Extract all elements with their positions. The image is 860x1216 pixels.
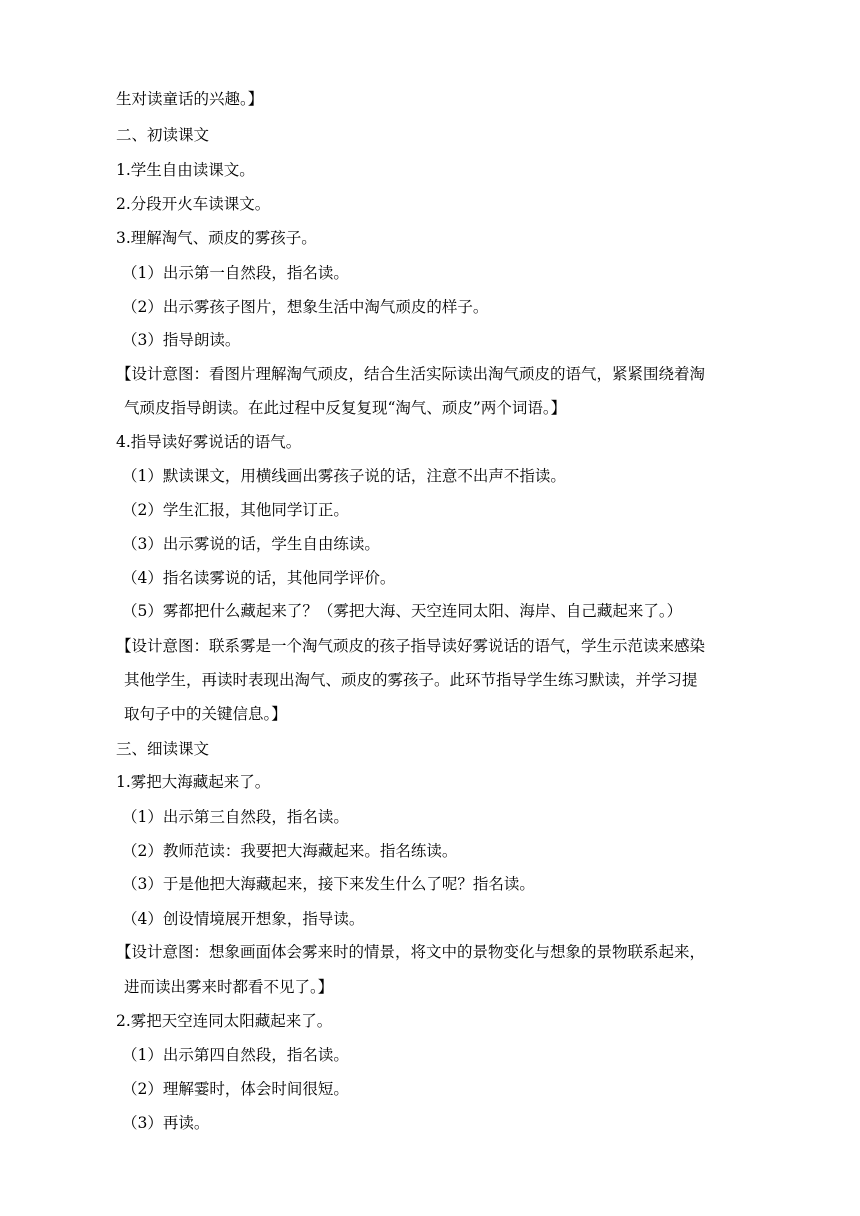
text-line: （1）出示第三自然段，指名读。 [122,808,349,826]
text-line: 3.理解淘气、顽皮的雾孩子。 [116,229,317,247]
design-intent-note: 取句子中的关键信息。】 [124,705,287,723]
design-intent-note: 【设计意图：联系雾是一个淘气顽皮的孩子指导读好雾说话的语气，学生示范读来感染 [116,637,706,655]
text-line: （3）再读。 [122,1114,210,1132]
text-line: 1.学生自由读课文。 [116,161,255,179]
text-line: 2.分段开火车读课文。 [116,195,271,213]
design-intent-note: 【设计意图：看图片理解淘气顽皮，结合生活实际读出淘气顽皮的语气，紧紧围绕着淘 [116,365,706,383]
text-line: （1）出示第一自然段，指名读。 [122,264,349,282]
text-line: （4）创设情境展开想象，指导读。 [122,910,365,928]
text-line: （4）指名读雾说的话，其他同学评价。 [122,569,396,587]
text-line: （3）出示雾说的话，学生自由练读。 [122,535,380,553]
text-line: 4.指导读好雾说话的语气。 [116,433,302,451]
text-line: （3）于是他把大海藏起来，接下来发生什么了呢？指名读。 [122,875,535,893]
design-intent-note: 进而读出雾来时都看不见了。】 [124,978,334,996]
text-line: （2）理解霎时，体会时间很短。 [122,1080,349,1098]
section-heading: 二、初读课文 [116,126,210,144]
text-line: （2）出示雾孩子图片，想象生活中淘气顽皮的样子。 [122,298,489,316]
text-line: 1.雾把大海藏起来了。 [116,773,271,791]
text-line: （1）出示第四自然段，指名读。 [122,1046,349,1064]
text-line: 生对读童话的兴趣。】 [116,90,264,108]
design-intent-note: 其他学生，再读时表现出淘气、顽皮的雾孩子。此环节指导学生练习默读，并学习提 [124,671,698,689]
text-line: （2）学生汇报，其他同学订正。 [122,501,349,519]
text-line: （3）指导朗读。 [122,331,241,349]
text-line: （2）教师范读：我要把大海藏起来。指名练读。 [122,842,458,860]
text-line: （5）雾都把什么藏起来了？（雾把大海、天空连同太阳、海岸、自己藏起来了。） [122,602,683,620]
design-intent-note: 【设计意图：想象画面体会雾来时的情景，将文中的景物变化与想象的景物联系起来， [116,943,706,961]
text-line: （1）默读课文，用横线画出雾孩子说的话，注意不出声不指读。 [122,467,566,485]
design-intent-note: 气顽皮指导朗读。在此过程中反复复现“淘气、顽皮”两个词语。】 [124,399,567,417]
text-line: 2.雾把天空连同太阳藏起来了。 [116,1012,333,1030]
section-heading: 三、细读课文 [116,740,210,758]
